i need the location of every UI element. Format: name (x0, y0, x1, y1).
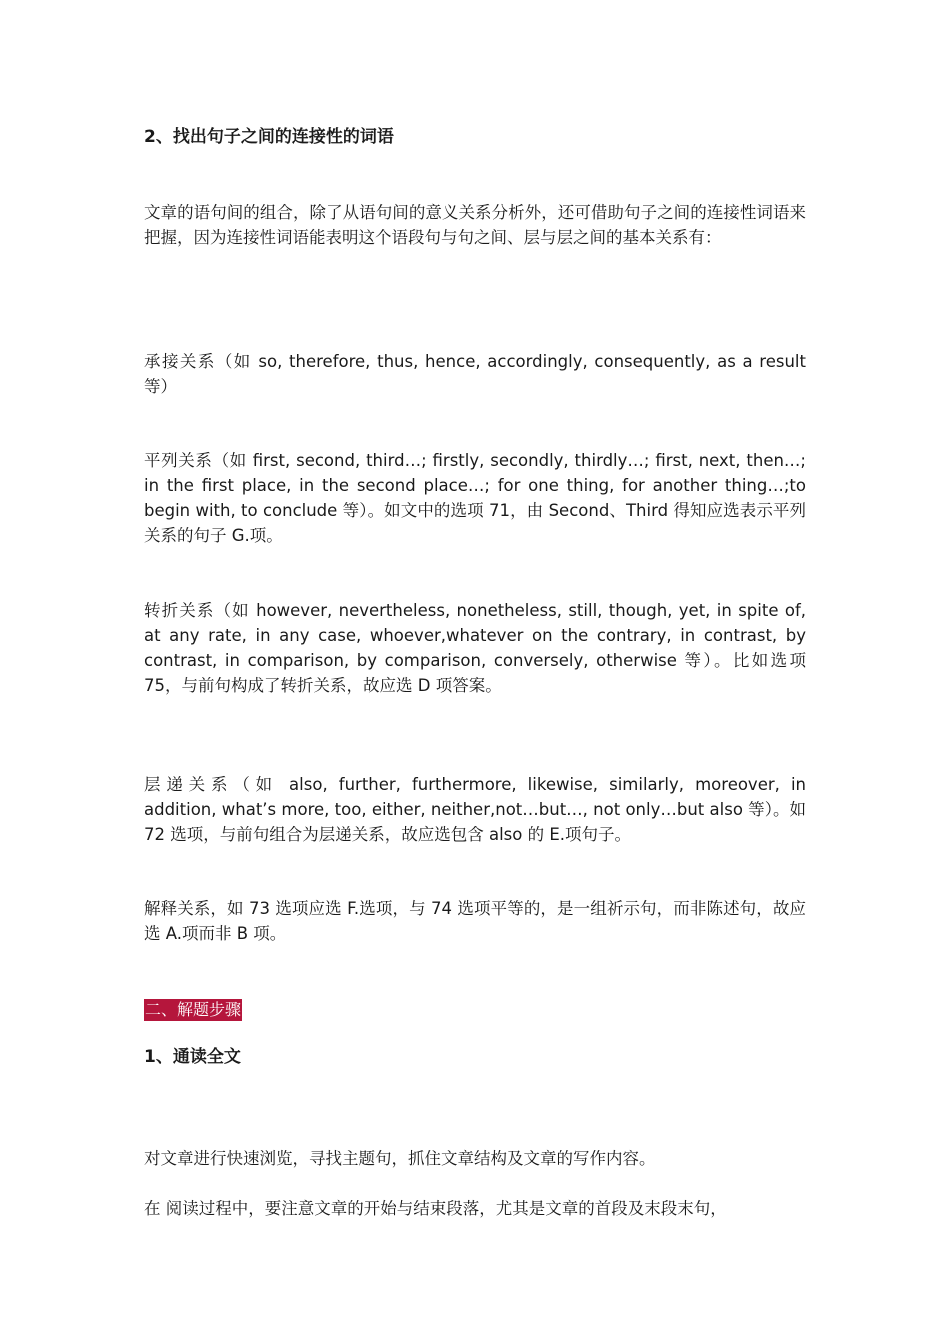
section-badge-row (144, 997, 806, 1022)
intro-paragraph: 文章的语句间的组合，除了从语句间的意义关系分析外，还可借助句子之间的连接性词语来把握，因为连接性词语能表明这个语段句与句之间、层与层之间的基本关系有： (144, 203, 806, 247)
relation-parallel-paragraph: 平列关系（如 first, second, third…; firstly, secondly, thirdly…; first, next, then…; in the first place, in the second place…; for one thing, for another thing…;to begin with, to conclude 等）。如文中的选项 71，由 Second、Third 得知应选表示平列关系的句子 G.项。 (144, 451, 806, 545)
relation-explanation-paragraph: 解释关系，如 73 选项应选 F.选项，与 74 选项平等的，是一组祈示句，而非陈述句，故应选 A.项而非 B 项。 (144, 899, 806, 943)
relation-contrast-paragraph: 转折关系（如 however, nevertheless, nonetheless, still, though, yet, in spite of, at any rate, in any case, whoever,whatever on the contrary, in contrast, by contrast, in comparison, by comparison, conversely, otherwise 等）。比如选项 75，与前句构成了转折关系，故应选 D 项答案。 (144, 601, 806, 695)
paragraph-browse: 对文章进行快速浏览，寻找主题句，抓住文章结构及文章的写作内容。 (144, 1149, 656, 1168)
paragraph-reading-process: 在 阅读过程中，要注意文章的开始与结束段落，尤其是文章的首段及末段末句， (144, 1199, 727, 1218)
relation-sequence-paragraph: 承接关系（如 so, therefore, thus, hence, accordingly, consequently, as a result 等） (144, 352, 806, 396)
heading-connectives: 2、找出句子之间的连接性的词语 (144, 127, 394, 147)
relation-progression-paragraph: 层递关系（如 also, further, furthermore, likewise, similarly, moreover, in addition, what’s more, too, either, neither,not…but…, not only…but also 等）。如 72 选项，与前句组合为层递关系，故应选包含 also 的 E.项句子。 (144, 775, 806, 844)
heading-read-through: 1、通读全文 (144, 1047, 241, 1067)
section-badge: 二、解题步骤 (145, 1000, 242, 1019)
